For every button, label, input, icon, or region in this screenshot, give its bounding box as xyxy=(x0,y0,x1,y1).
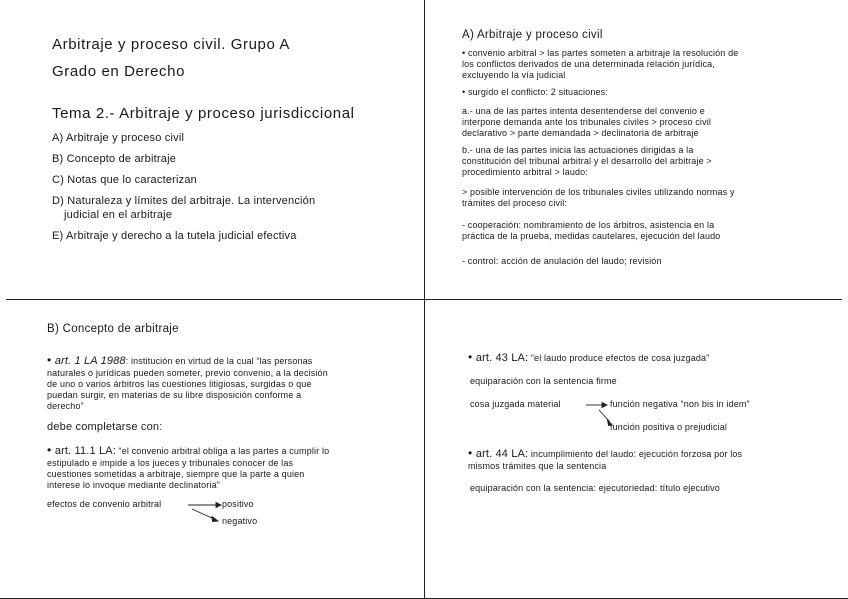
slide1-item-d-cont: judicial en el arbitraje xyxy=(64,209,173,221)
art43-label: art. 43 LA: xyxy=(475,352,529,364)
art11-text: “el convenio arbitral obliga a las partes a cumplir lo xyxy=(115,446,330,456)
slide2-line: práctica de la prueba, medidas cautelares, ejecución del laudo xyxy=(462,231,721,241)
slide1-item-c: C) Notas que lo caracterizan xyxy=(52,174,197,186)
slide3-art11-line: • art. 11.1 LA: “el convenio arbitral obliga a las partes a cumplir lo xyxy=(47,443,330,457)
slide3-art1-cont: naturales o jurídicas pueden someter, previo convenio, a la decisión xyxy=(47,368,328,378)
slide2-line: a.- una de las partes intenta desentenderse del convenio e xyxy=(462,106,705,116)
slide3-complete: debe completarse con: xyxy=(47,421,163,433)
slide2-line: procedimiento arbitral > laudo: xyxy=(462,167,588,177)
slide2-line: • surgido el conflicto: 2 situaciones: xyxy=(462,87,608,97)
slide-3 xyxy=(0,300,424,599)
slide-2 xyxy=(425,0,848,299)
slide4-art44-cont: mismos trámites que la sentencia xyxy=(468,461,607,471)
slide2-line: b.- una de las partes inicia las actuaciones dirigidas a la xyxy=(462,145,694,155)
negative-label: negativo xyxy=(222,516,258,526)
positive-label: positivo xyxy=(222,499,254,509)
slide2-line: constitución del tribunal arbitral y el desarrollo del arbitraje > xyxy=(462,156,712,166)
cosa-juzgada-label: cosa juzgada material xyxy=(470,399,561,409)
slide1-item-e: E) Arbitraje y derecho a la tutela judicial efectiva xyxy=(52,230,297,242)
slide1-item-b: B) Concepto de arbitraje xyxy=(52,153,177,165)
slide2-line: trámites del proceso civil: xyxy=(462,198,568,208)
slide3-art1-line: • art. 1 LA 1988: institución en virtud de la cual “las personas xyxy=(47,353,313,367)
slide2-line: - cooperación: nombramiento de los árbitros, asistencia en la xyxy=(462,220,715,230)
slide3-art1-cont: de uno o varios árbitros las cuestiones litigiosas, surgidas o que xyxy=(47,379,312,389)
slide3-heading: B) Concepto de arbitraje xyxy=(47,323,179,335)
slide2-line: declarativo > parte demandada > declinatoria de arbitraje xyxy=(462,128,699,138)
slide1-topic: Tema 2.- Arbitraje y proceso jurisdiccional xyxy=(52,105,355,122)
effects-label: efectos de convenio arbitral xyxy=(47,499,162,509)
slide1-item-d: D) Naturaleza y límites del arbitraje. La intervención xyxy=(52,195,316,207)
slide2-line: > posible intervención de los tribunales civiles utilizando normas y xyxy=(462,187,735,197)
slide3-art11-cont: cuestiones sometidas a arbitraje, siempre que la parte a quien xyxy=(47,469,305,479)
slide2-line: • convenio arbitral > las partes someten a arbitraje la resolución de xyxy=(462,48,739,58)
slide2-line: excluyendo la vía judicial xyxy=(462,70,566,80)
effects-arrows xyxy=(186,500,226,530)
negative-function: función negativa “non bis in idem” xyxy=(610,399,750,409)
slide-1 xyxy=(0,0,424,299)
art44-text: incumplimiento del laudo: ejecución forzosa por los xyxy=(528,449,743,459)
slide2-line: interpone demanda ante los tribunales civiles > proceso civil xyxy=(462,117,712,127)
slide3-art1-cont: puedan surgir, en materias de su libre disposición conforme a xyxy=(47,390,302,400)
slide4-equip2: equiparación con la sentencia: ejecutoriedad: título ejecutivo xyxy=(470,483,720,493)
slide3-art11-cont: estipulado e impide a los jueces y tribunales conocer de las xyxy=(47,458,294,468)
art11-label: art. 11.1 LA: xyxy=(54,445,116,457)
art44-label: art. 44 LA: xyxy=(475,448,529,460)
slide3-art11-cont: interese lo invoque mediante declinatoria” xyxy=(47,480,220,490)
slide4-art43-line: • art. 43 LA: “el laudo produce efectos de cosa juzgada” xyxy=(468,350,710,364)
slide4-art44-line: • art. 44 LA: incumplimiento del laudo: ejecución forzosa por los xyxy=(468,446,743,460)
art1-label: art. 1 LA 1988 xyxy=(54,355,126,367)
slide1-item-a: A) Arbitraje y proceso civil xyxy=(52,132,185,144)
slide2-line: los conflictos derivados de una determinada relación jurídica, xyxy=(462,59,715,69)
slide4-equip1: equiparación con la sentencia firme xyxy=(470,376,617,386)
slide1-title-line2: Grado en Derecho xyxy=(52,63,186,80)
slide2-heading: A) Arbitraje y proceso civil xyxy=(462,29,603,41)
slide1-title-line1: Arbitraje y proceso civil. Grupo A xyxy=(52,36,290,53)
slide-4 xyxy=(425,300,848,599)
slide2-line: - control: acción de anulación del laudo; revisión xyxy=(462,256,662,266)
slide3-art1-cont: derecho” xyxy=(47,401,84,411)
positive-function: función positiva o prejudicial xyxy=(610,422,728,432)
art43-text: “el laudo produce efectos de cosa juzgada” xyxy=(528,353,710,363)
art1-text: : institución en virtud de la cual “las personas xyxy=(125,356,313,366)
